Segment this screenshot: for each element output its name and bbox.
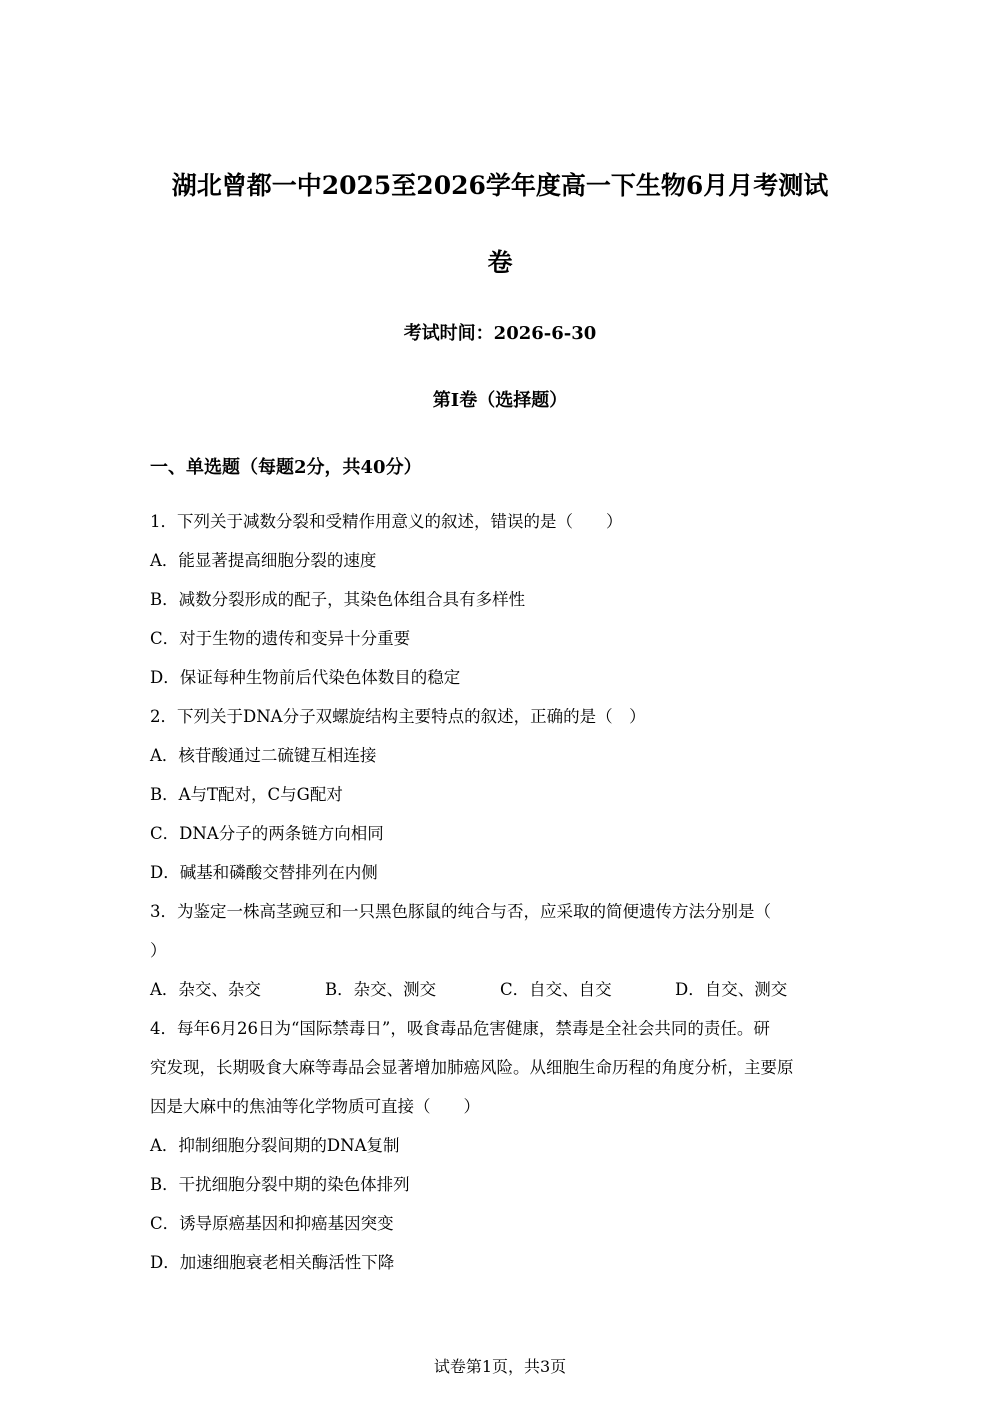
- question-3-option-a: A．杂交、杂交: [150, 980, 261, 999]
- question-3-options: [150, 980, 850, 1000]
- volume-heading: 第I卷（选择题）: [432, 390, 568, 411]
- question-1-option-b: B．减数分裂形成的配子，其染色体组合具有多样性: [150, 590, 526, 609]
- question-3-option-c: C．自交、自交: [500, 980, 612, 999]
- question-1-option-c: C．对于生物的遗传和变异十分重要: [150, 629, 411, 648]
- question-3-stem-continuation: ）: [150, 941, 167, 960]
- question-1-stem: 1．下列关于减数分裂和受精作用意义的叙述，错误的是（ ）: [150, 512, 623, 531]
- question-4-option-a: A．抑制细胞分裂间期的DNA复制: [150, 1136, 400, 1155]
- question-3-option-b: B．杂交、测交: [325, 980, 437, 999]
- question-1-option-a: A．能显著提高细胞分裂的速度: [150, 551, 377, 570]
- exam-title-continuation: 卷: [487, 248, 513, 277]
- page-footer: 试卷第1页，共3页: [433, 1357, 567, 1376]
- section-heading: 一、单选题（每题2分，共40分）: [150, 457, 422, 478]
- question-4-option-d: D．加速细胞衰老相关酶活性下降: [150, 1253, 395, 1272]
- question-3-stem: 3．为鉴定一株高茎豌豆和一只黑色豚鼠的纯合与否，应采取的简便遗传方法分别是（: [150, 902, 771, 921]
- question-2-option-a: A．核苷酸通过二硫键互相连接: [150, 746, 377, 765]
- question-4-stem-line3: 因是大麻中的焦油等化学物质可直接（ ）: [150, 1097, 480, 1116]
- question-4-stem-line2: 究发现，长期吸食大麻等毒品会显著增加肺癌风险。从细胞生命历程的角度分析，主要原: [150, 1058, 794, 1077]
- question-4-stem: 4．每年6月26日为“国际禁毒日”，吸食毒品危害健康，禁毒是全社会共同的责任。研: [150, 1019, 770, 1038]
- question-2-option-b: B．A与T配对，C与G配对: [150, 785, 343, 804]
- question-3-option-d: D．自交、测交: [675, 980, 788, 999]
- question-2-stem: 2．下列关于DNA分子双螺旋结构主要特点的叙述，正确的是（ ）: [150, 707, 646, 726]
- question-4-option-b: B．干扰细胞分裂中期的染色体排列: [150, 1175, 410, 1194]
- question-2-option-c: C．DNA分子的两条链方向相同: [150, 824, 384, 843]
- question-2-option-d: D．碱基和磷酸交替排列在内侧: [150, 863, 378, 882]
- exam-time: 考试时间：2026-6-30: [403, 323, 597, 344]
- exam-title: 湖北曾都一中2025至2026学年度高一下生物6月月考测试: [171, 171, 829, 200]
- question-1-option-d: D．保证每种生物前后代染色体数目的稳定: [150, 668, 461, 687]
- question-4-option-c: C．诱导原癌基因和抑癌基因突变: [150, 1214, 394, 1233]
